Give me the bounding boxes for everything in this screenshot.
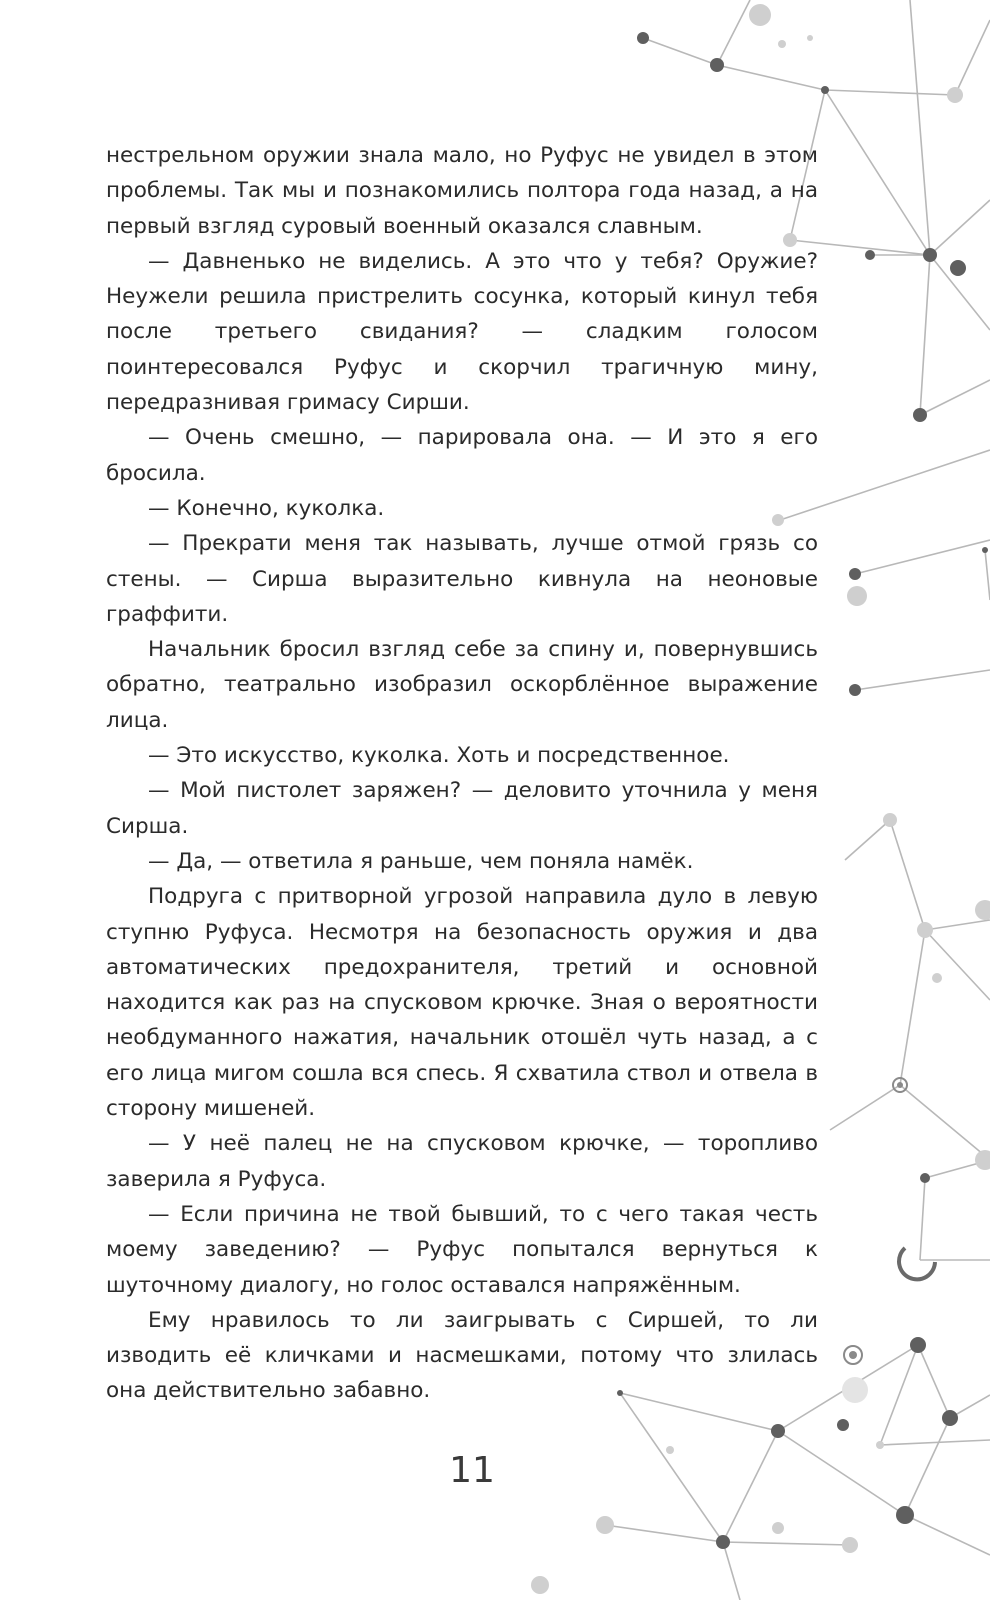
paragraph: — Да, — ответила я раньше, чем поняла намёк. [148, 848, 694, 874]
paragraph: — Это искусство, куколка. Хоть и посредственное. [148, 743, 730, 769]
paragraph: нестрельном оружии знала мало, но Руфус не увидел в этом проблемы. Так мы и познакомились полтора года назад, а на первый взгляд суровый военный оказался славным. [106, 143, 818, 239]
page-number: 11 [449, 1450, 495, 1491]
paragraph: Начальник бросил взгляд себе за спину и, повернувшись обратно, театрально изобразил оскорблённое выражение лица. [106, 637, 818, 733]
paragraph: — Конечно, куколка. [148, 495, 385, 521]
paragraph: — Если причина не твой бывший, то с чего такая честь моему заведению? — Руфус попытался вернуться к шуточному диалогу, но голос оставался напряжённым. [106, 1201, 818, 1298]
paragraph: — У неё палец не на спусковом крючке, — торопливо заверила я Руфуса. [106, 1131, 818, 1192]
paragraph: — Давненько не виделись. А это что у тебя? Оружие? Неужели решила пристрелить сосунка, который кинул тебя после третьего свидания? — сладким голосом поинтересовался Руфус и скорчил трагичную мину, передразнивая гримасу Сирши. [106, 248, 818, 416]
paragraph: — Прекрати меня так называть, лучше отмой грязь со стены. — Сирша выразительно кивнула на неоновые граффити. [106, 531, 818, 627]
paragraph: Подруга с притворной угрозой направила дуло в левую ступню Руфуса. Несмотря на безопасность оружия и два автоматических предохранителя, третий и основной находится как раз на спусковом крючке. Зная о вероятности необдуманного нажатия, начальник отошёл чуть назад, а с его лица мигом сошла вся спесь. Я схватила ствол и отвела в сторону мишеней. [106, 884, 818, 1122]
paragraph: — Мой пистолет заряжен? — деловито уточнила у меня Сирша. [106, 778, 818, 839]
page-body-text [106, 138, 818, 1409]
paragraph: Ему нравилось то ли заигрывать с Сиршей, то ли изводить её кличками и насмешками, потому что злилась она действительно забавно. [106, 1307, 818, 1404]
paragraph: — Очень смешно, — парировала она. — И это я его бросила. [106, 425, 818, 486]
